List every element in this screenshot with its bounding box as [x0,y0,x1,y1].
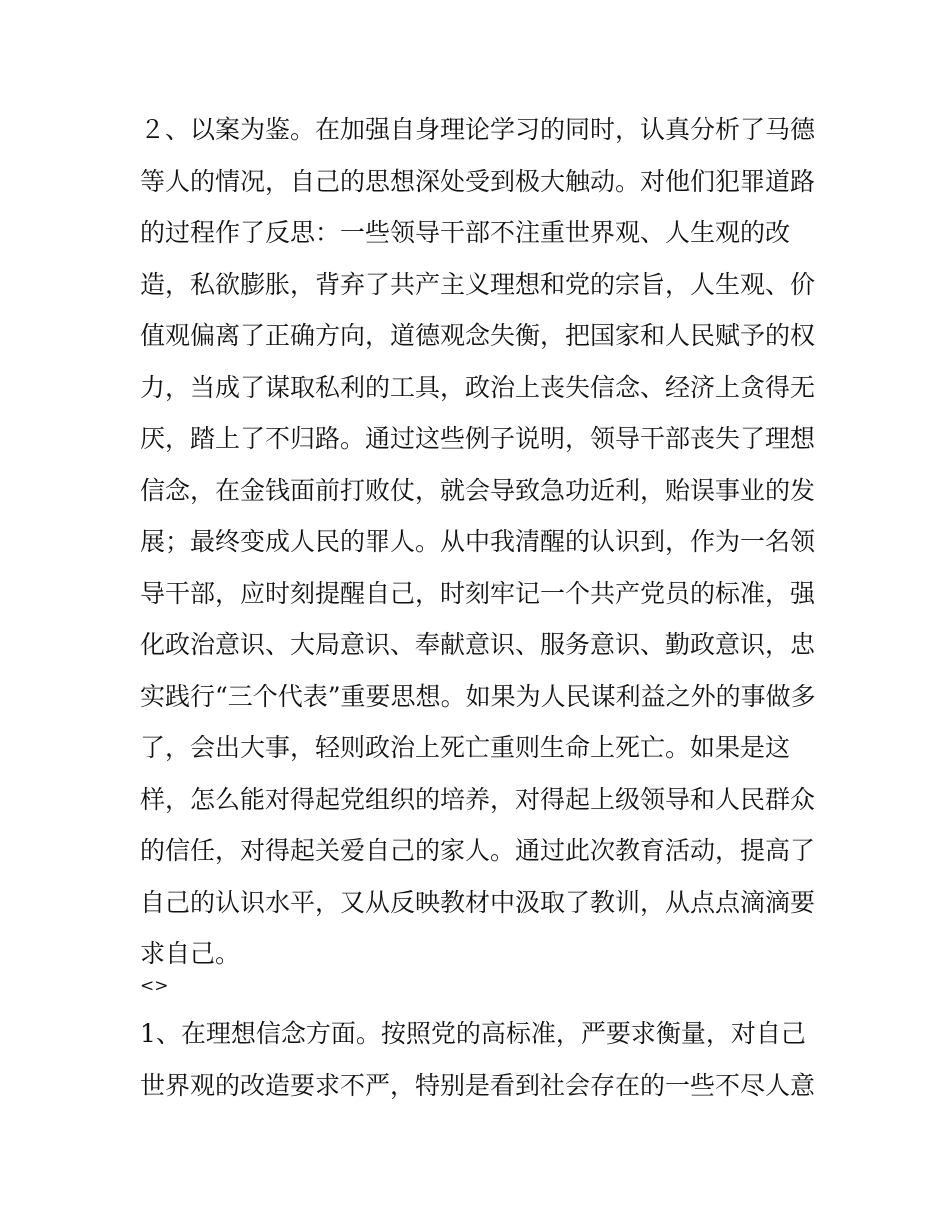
paragraph-line: 自己的认识水平，又从反映教材中汲取了教训，从点点滴滴要 [140,887,816,917]
paragraph-line: 的信任，对得起关爱自己的家人。通过此次教育活动，提高了 [140,836,816,865]
section-marker: <> [140,976,169,996]
paragraph-line: 世界观的改造要求不严，特别是看到社会存在的一些不尽人意 [140,1070,816,1100]
paragraph-line: 导干部，应时刻提醒自己，时刻牢记一个共产党员的标准，强 [140,578,816,608]
paragraph-line: 厌，踏上了不归路。通过这些例子说明，领导干部丧失了理想 [140,424,816,453]
paragraph-line: 样，怎么能对得起党组织的培养，对得起上级领导和人民群众 [140,784,816,814]
paragraph-line: ２、以案为鉴。在加强自身理论学习的同时，认真分析了马德 [140,115,816,144]
paragraph-line: 的过程作了反思：一些领导干部不注重世界观、人生观的改 [140,218,791,247]
paragraph-line: 展；最终变成人民的罪人。从中我清醒的认识到，作为一名领 [140,527,816,556]
paragraph-line: 求自己。 [140,939,241,968]
paragraph-line: 等人的情况，自己的思想深处受到极大触动。对他们犯罪道路 [140,166,816,196]
paragraph-line: 1、在理想信念方面。按照党的高标准，严要求衡量，对自己 [140,1019,806,1048]
paragraph-line: 了，会出大事，轻则政治上死亡重则生命上死亡。如果是这 [140,733,791,762]
paragraph-line: 实践行“三个代表”重要思想。如果为人民谋利益之外的事做多 [140,681,816,711]
paragraph-case-lesson [140,104,815,980]
paragraph-line: 力，当成了谋取私利的工具，政治上丧失信念、经济上贪得无 [140,372,816,402]
paragraph-line: 值观偏离了正确方向，道德观念失衡，把国家和人民赋予的权 [140,321,816,350]
paragraph-line: 造，私欲膨胀，背弃了共产主义理想和党的宗旨，人生观、价 [140,269,816,299]
paragraph-line: 化政治意识、大局意识、奉献意识、服务意识、勤政意识，忠 [140,630,816,659]
paragraph-line: 信念，在金钱面前打败仗，就会导致急功近利，贻误事业的发 [140,475,816,505]
paragraph-ideals-beliefs [140,1008,815,1111]
